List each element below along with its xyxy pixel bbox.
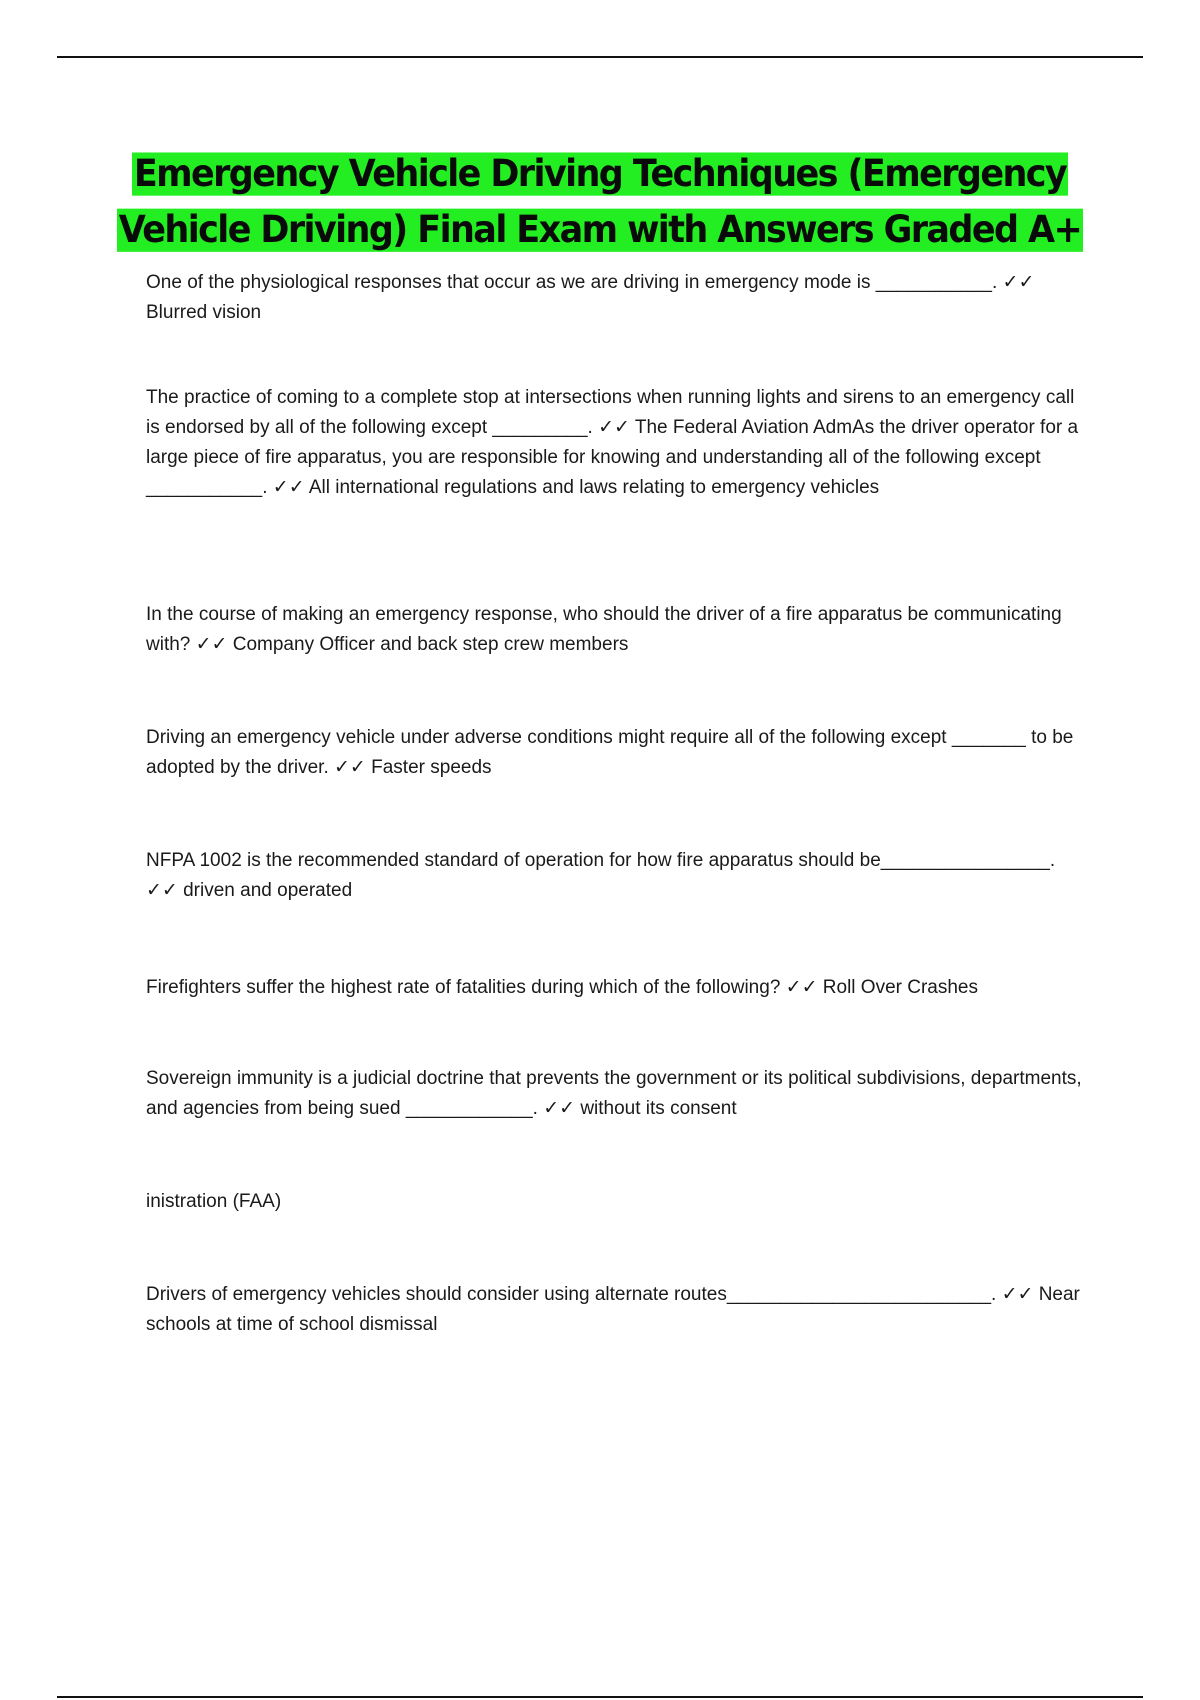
question-item-6: Firefighters suffer the highest rate of fatalities during which of the following? ✓✓ Roll Over Crashes: [146, 977, 978, 998]
title-highlight: Emergency Vehicle Driving Techniques (Emergency Vehicle Driving) Final Exam with Answers Graded A+: [118, 152, 1082, 252]
question-item-1: One of the physiological responses that occur as we are driving in emergency mode is ___________. ✓✓ Blurred vision: [146, 272, 1035, 323]
header-rule: [57, 56, 1143, 58]
question-item-3: In the course of making an emergency response, who should the driver of a fire apparatus be communicating with? ✓✓ Company Officer and back step crew members: [146, 604, 1062, 655]
question-item-2: The practice of coming to a complete stop at intersections when running lights and sirens to an emergency call is endorsed by all of the following except _________. ✓✓ The Federal Aviation AdmAs the driver operator for a large piece of fire apparatus, you are responsible for knowing and understanding all of the following except ___________. ✓✓ All international regulations and laws relating to emergency vehicles: [146, 387, 1079, 498]
question-fragment: inistration (FAA): [146, 1191, 282, 1212]
document-title: [100, 146, 1100, 258]
footer-rule: [57, 1696, 1143, 1698]
question-item-7: Sovereign immunity is a judicial doctrine that prevents the government or its political subdivisions, departments, and agencies from being sued ____________. ✓✓ without its consent: [146, 1068, 1082, 1119]
question-item-4: Driving an emergency vehicle under adverse conditions might require all of the following except _______ to be adopted by the driver. ✓✓ Faster speeds: [146, 727, 1074, 778]
question-item-8: Drivers of emergency vehicles should consider using alternate routes_________________________. ✓✓ Near schools at time of school dismissal: [146, 1284, 1080, 1335]
question-item-5: NFPA 1002 is the recommended standard of operation for how fire apparatus should be________________. ✓✓ driven and operated: [146, 850, 1056, 901]
